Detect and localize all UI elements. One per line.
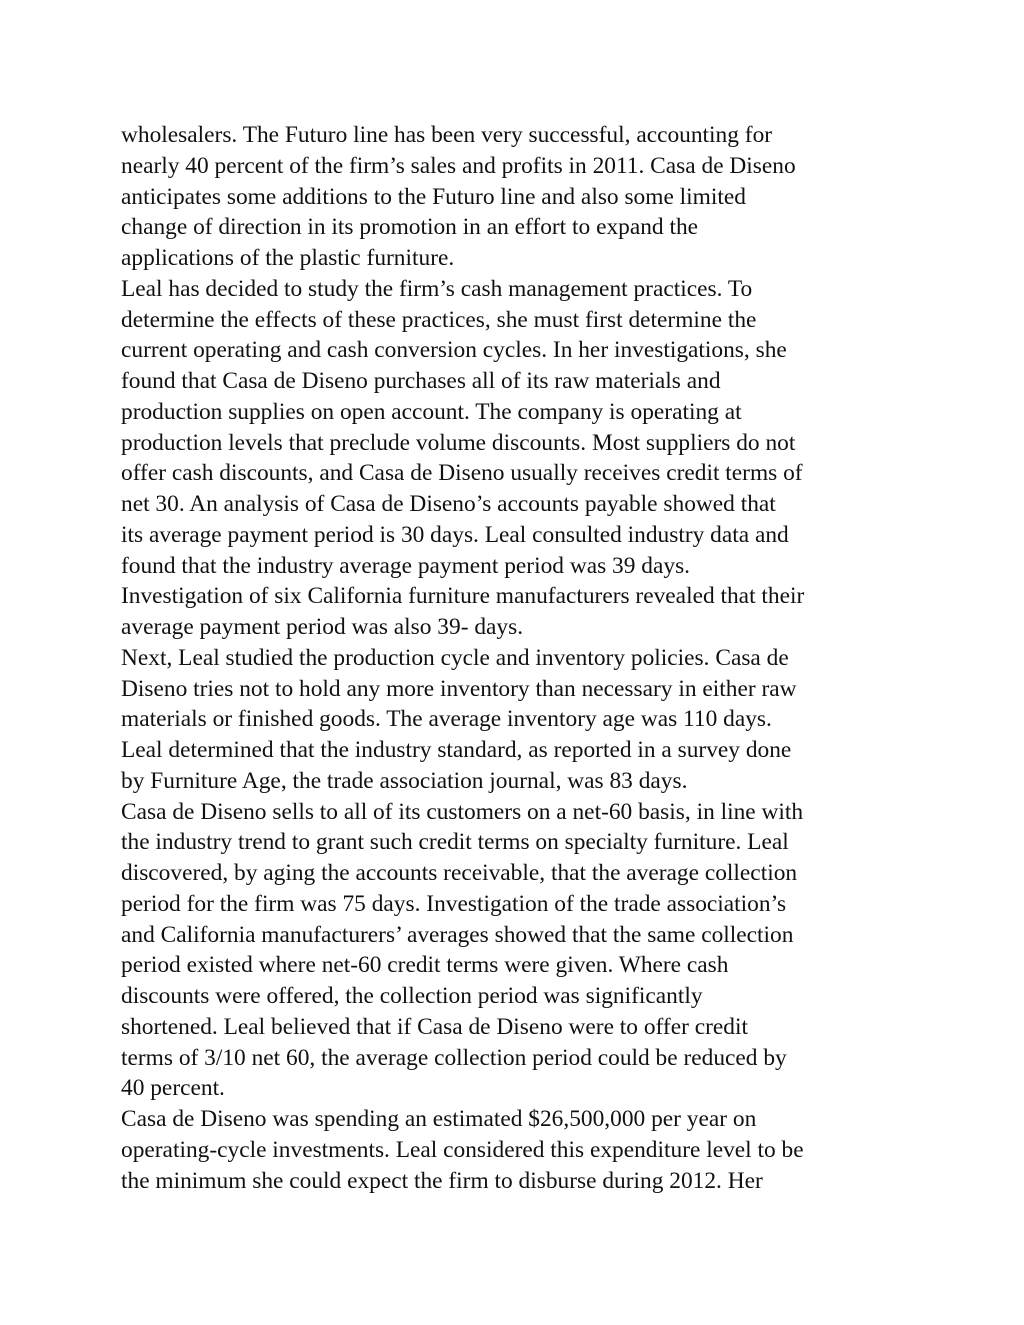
text-line: the industry trend to grant such credit terms on specialty furniture. Leal [121,829,789,856]
text-line: discounts were offered, the collection period was significantly [121,983,703,1009]
text-line: materials or finished goods. The average inventory age was 110 days. [121,706,772,733]
text-line: average payment period was also 39- days. [121,614,524,640]
text-line: discovered, by aging the accounts receivable, that the average collection [121,860,798,886]
body-text [121,120,921,1196]
text-line: production levels that preclude volume discounts. Most suppliers do not [121,429,796,456]
text-line: by Furniture Age, the trade association journal, was 83 days. [121,767,688,794]
text-line: its average payment period is 30 days. Leal consulted industry data and [121,521,789,548]
text-line: Casa de Diseno sells to all of its customers on a net-60 basis, in line with [121,798,804,825]
text-line: applications of the plastic furniture. [121,245,455,271]
text-line: 40 percent. [121,1075,225,1102]
text-line: Investigation of six California furniture manufacturers revealed that their [121,583,805,610]
text-line: shortened. Leal believed that if Casa de Diseno were to offer credit [121,1013,748,1040]
text-line: change of direction in its promotion in an effort to expand the [121,214,699,241]
text-line: Casa de Diseno was spending an estimated $26,500,000 per year on [121,1106,757,1132]
text-line: the minimum she could expect the firm to disburse during 2012. Her [121,1167,763,1194]
text-line: production supplies on open account. The company is operating at [121,398,742,425]
text-line: Diseno tries not to hold any more inventory than necessary in either raw [121,675,797,702]
text-line: anticipates some additions to the Futuro line and also some limited [121,183,746,210]
text-line: found that the industry average payment period was 39 days. [121,552,691,579]
text-line: Leal has decided to study the firm’s cash management practices. To [121,275,753,302]
text-line: net 30. An analysis of Casa de Diseno’s accounts payable showed that [121,491,776,517]
text-line: period for the firm was 75 days. Investigation of the trade association’s [121,890,787,917]
text-line: offer cash discounts, and Casa de Diseno usually receives credit terms of [121,460,803,487]
text-line: current operating and cash conversion cycles. In her investigations, she [121,337,787,364]
text-line: operating-cycle investments. Leal considered this expenditure level to be [121,1136,804,1163]
text-line: period existed where net-60 credit terms were given. Where cash [121,952,729,979]
text-line: terms of 3/10 net 60, the average collection period could be reduced by [121,1044,787,1071]
text-line: and California manufacturers’ averages showed that the same collection [121,921,794,948]
text-line: determine the effects of these practices, she must first determine the [121,306,757,333]
text-line: found that Casa de Diseno purchases all of its raw materials and [121,368,721,394]
text-line: Leal determined that the industry standard, as reported in a survey done [121,737,792,763]
text-line: nearly 40 percent of the firm’s sales and profits in 2011. Casa de Diseno [121,152,796,179]
text-line: Next, Leal studied the production cycle and inventory policies. Casa de [121,644,789,671]
text-line: wholesalers. The Futuro line has been very successful, accounting for [121,122,773,148]
